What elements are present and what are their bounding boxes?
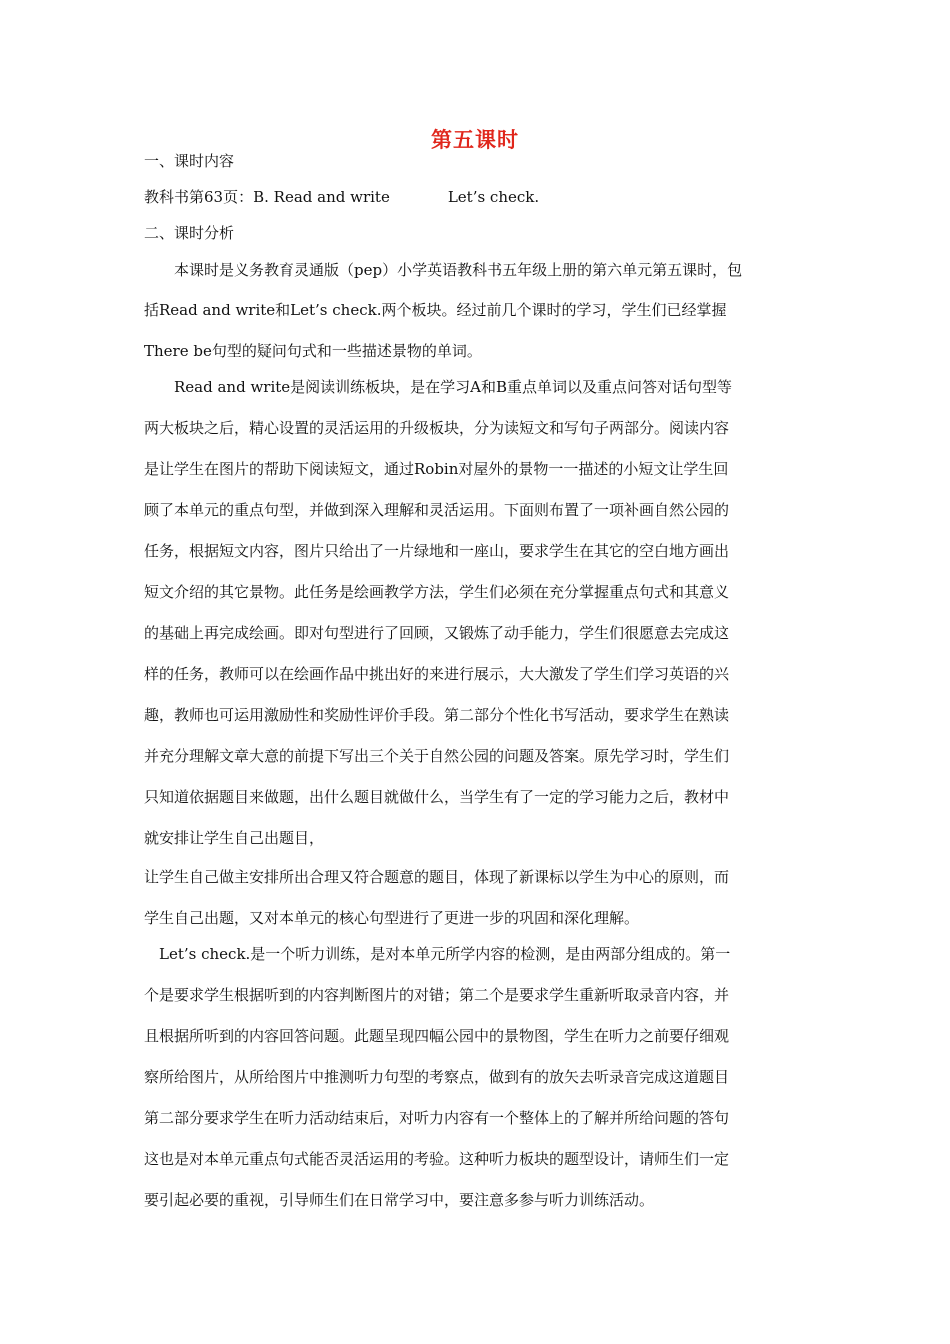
paragraph-line: 学生自己出题，又对本单元的核心句型进行了更进一步的巩固和深化理解。 xyxy=(144,909,640,927)
paragraph-line: 两大板块之后，精心设置的灵活运用的升级板块，分为读短文和写句子两部分。阅读内容 xyxy=(144,419,730,437)
paragraph-line: 括Read and write和Let’s check.两个板块。经过前几个课时的学习，学生们已经掌握 xyxy=(144,301,727,319)
paragraph-line: 样的任务，教师可以在绘画作品中挑出好的来进行展示，大大激发了学生们学习英语的兴 xyxy=(144,665,730,683)
paragraph-line: 这也是对本单元重点句式能否灵活运用的考验。这种听力板块的题型设计，请师生们一定 xyxy=(144,1150,730,1168)
paragraph-line: Let’s check.是一个听力训练，是对本单元所学内容的检测，是由两部分组成的。第一 xyxy=(144,945,731,963)
section-heading-content: 一、课时内容 xyxy=(144,152,235,170)
paragraph-line: 的基础上再完成绘画。即对句型进行了回顾，又锻炼了动手能力，学生们很愿意去完成这 xyxy=(144,624,730,642)
paragraph-line: 短文介绍的其它景物。此任务是绘画教学方法，学生们必须在充分掌握重点句式和其意义 xyxy=(144,583,730,601)
textbook-page-text: 教科书第63页：B. Read and write xyxy=(144,188,390,206)
paragraph-line: Read and write是阅读训练板块，是在学习A和B重点单词以及重点问答对话句型等 xyxy=(144,378,733,396)
paragraph-line: 任务，根据短文内容，图片只给出了一片绿地和一座山，要求学生在其它的空白地方画出 xyxy=(144,542,730,560)
paragraph-line: 个是要求学生根据听到的内容判断图片的对错；第二个是要求学生重新听取录音内容，并 xyxy=(144,986,730,1004)
paragraph-line: 是让学生在图片的帮助下阅读短文，通过Robin对屋外的景物一一描述的小短文让学生回 xyxy=(144,460,729,478)
paragraph-line: 只知道依据题目来做题，出什么题目就做什么，当学生有了一定的学习能力之后，教材中 xyxy=(144,788,730,806)
paragraph-line: 顾了本单元的重点句型，并做到深入理解和灵活运用。下面则布置了一项补画自然公园的 xyxy=(144,501,730,519)
paragraph-line: 第二部分要求学生在听力活动结束后，对听力内容有一个整体上的了解并所给问题的答句 xyxy=(144,1109,730,1127)
paragraph-line: 就安排让学生自己出题目， xyxy=(144,829,325,847)
paragraph-line: 且根据所听到的内容回答问题。此题呈现四幅公园中的景物图，学生在听力之前要仔细观 xyxy=(144,1027,730,1045)
textbook-reference-line xyxy=(144,187,816,207)
paragraph-line: 要引起必要的重视，引导师生们在日常学习中，要注意多参与听力训练活动。 xyxy=(144,1191,655,1209)
paragraph-line: 并充分理解文章大意的前提下写出三个关于自然公园的问题及答案。原先学习时，学生们 xyxy=(144,747,730,765)
paragraph-line: There be句型的疑问句式和一些描述景物的单词。 xyxy=(144,342,482,360)
paragraph-line: 让学生自己做主安排所出合理又符合题意的题目，体现了新课标以学生为中心的原则，而 xyxy=(144,868,730,886)
page-title: 第五课时 xyxy=(431,127,519,152)
paragraph-line: 察所给图片，从所给图片中推测听力句型的考察点，做到有的放矢去听录音完成这道题目 xyxy=(144,1068,730,1086)
paragraph-line: 趣，教师也可运用激励性和奖励性评价手段。第二部分个性化书写活动，要求学生在熟读 xyxy=(144,706,730,724)
lets-check-text: Let’s check. xyxy=(447,188,540,206)
section-heading-analysis: 二、课时分析 xyxy=(144,224,235,242)
paragraph-line: 本课时是义务教育灵通版（pep）小学英语教科书五年级上册的第六单元第五课时，包 xyxy=(144,261,743,279)
